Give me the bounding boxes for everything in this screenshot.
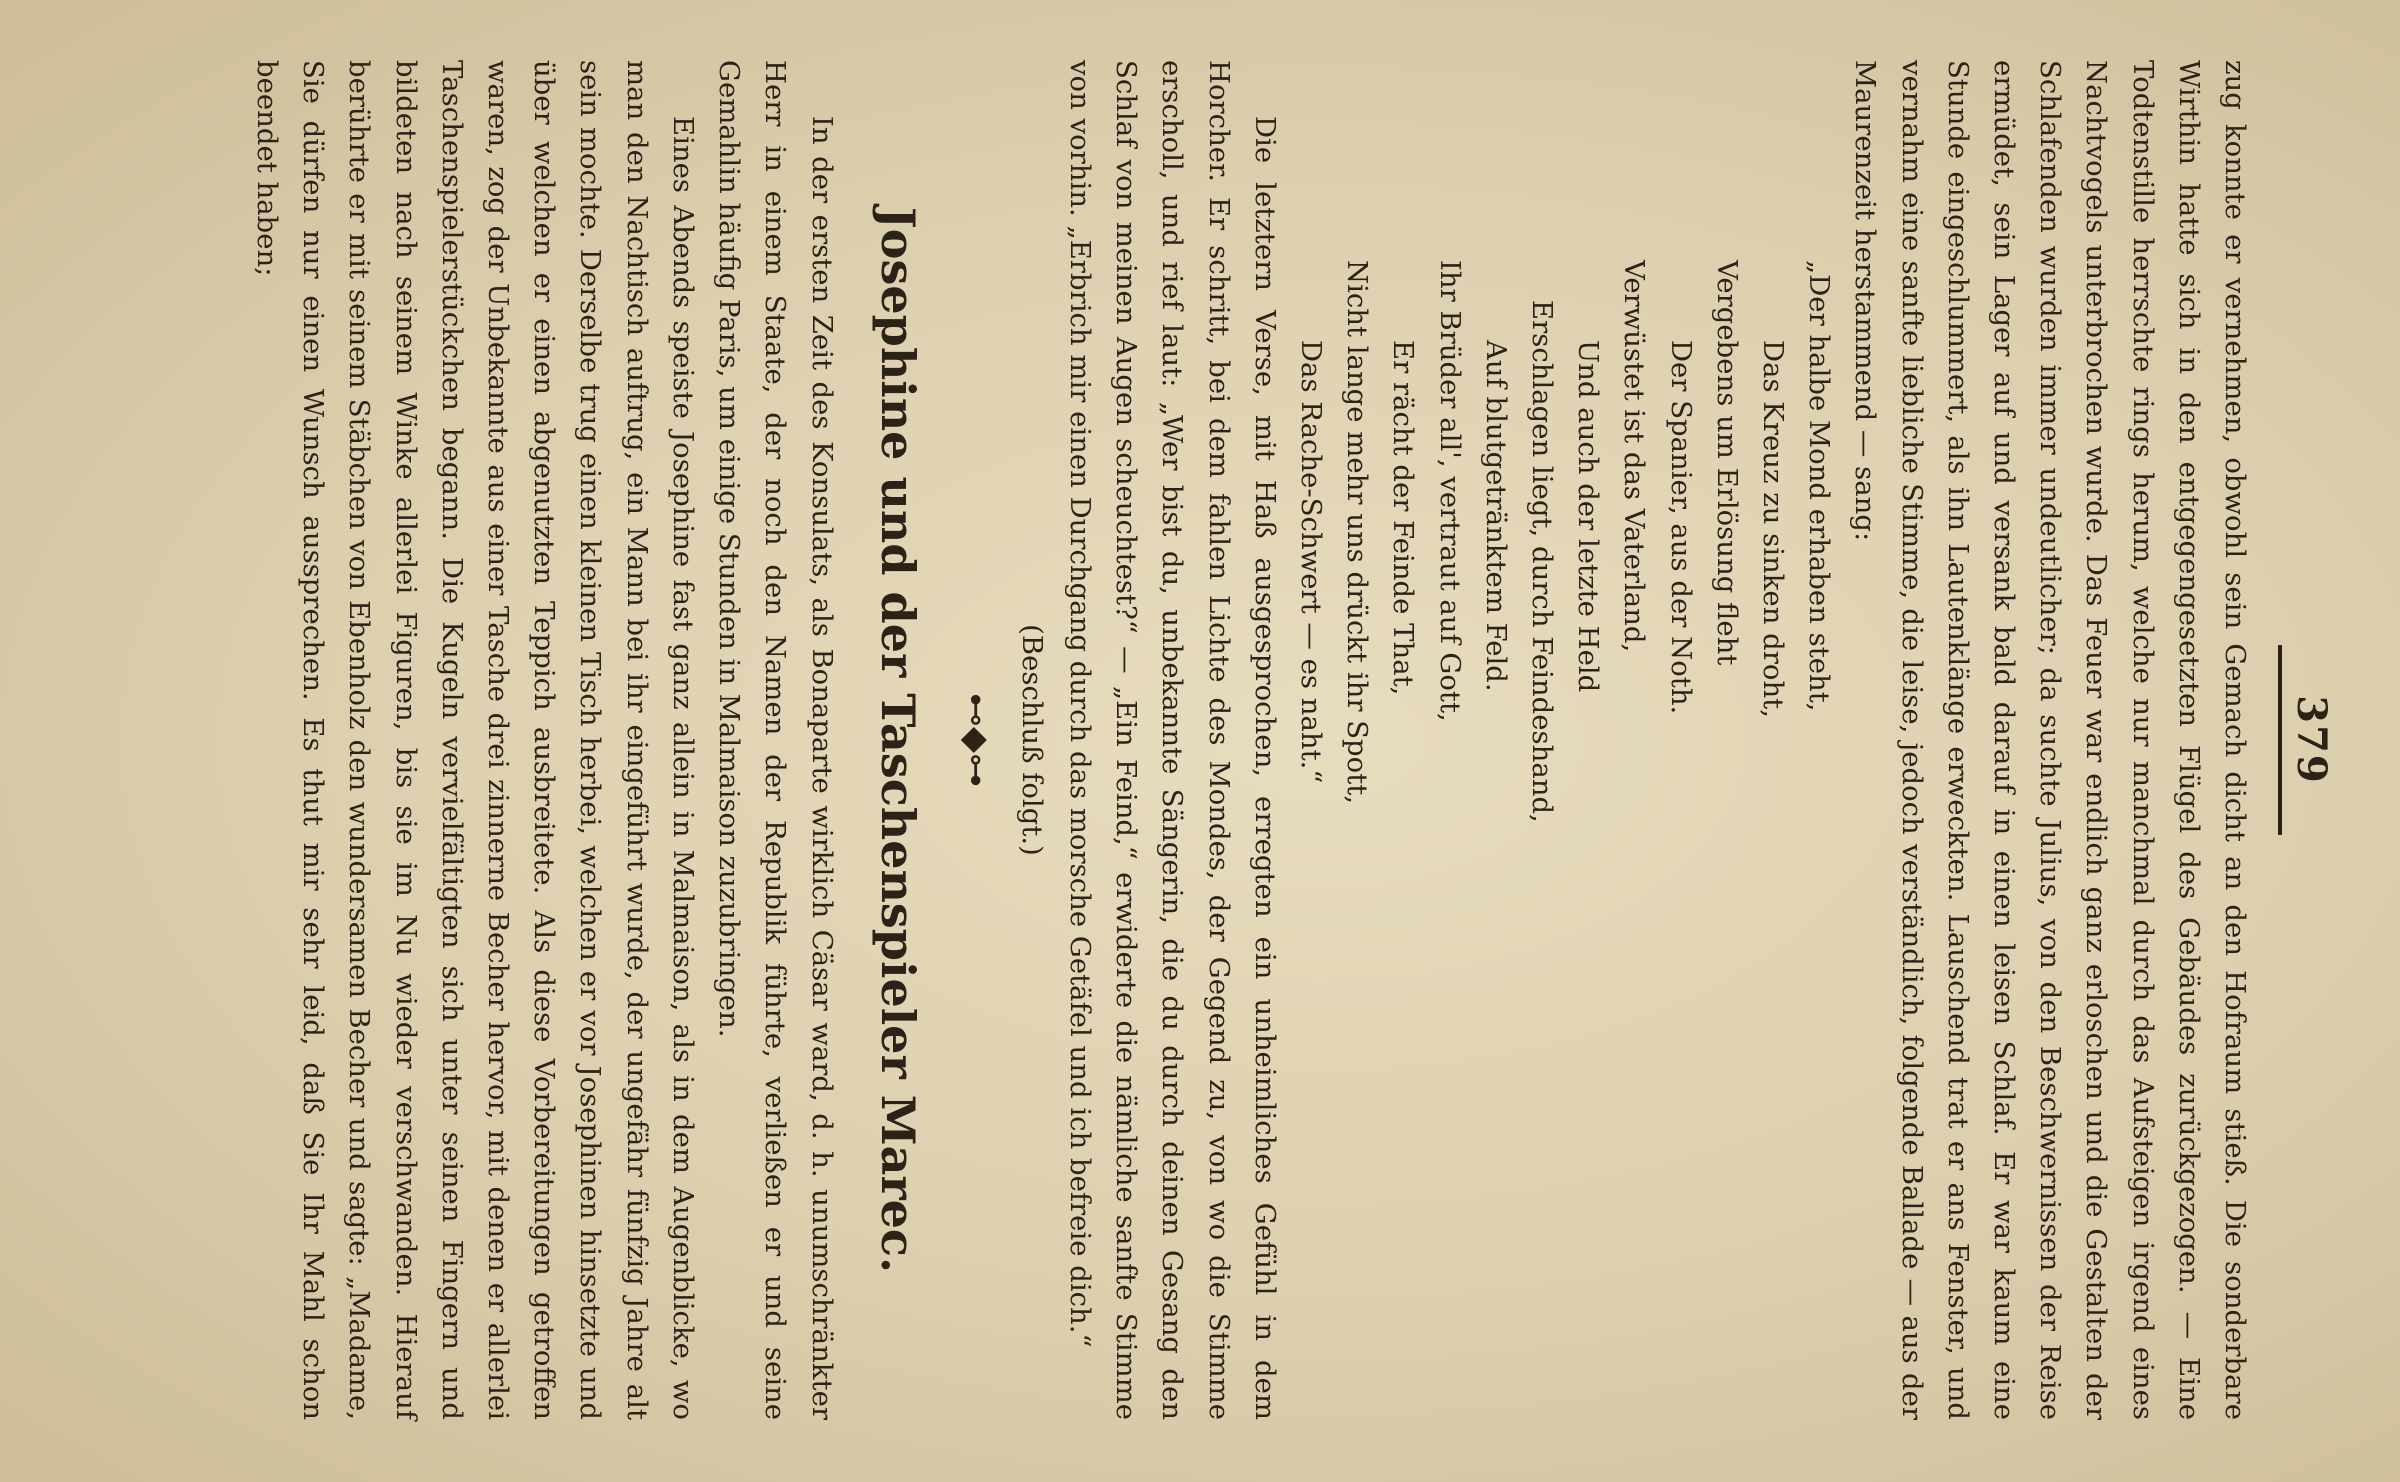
section-heading: Josephine und der Taschenspieler Marec.	[870, 207, 925, 1273]
ballad-line: Er rächt der Feinde That,	[1387, 340, 1420, 696]
ballad-line: Das Rache-Schwert — es naht.“	[1294, 340, 1327, 784]
continued-note: (Beschluß folgt.)	[1015, 624, 1048, 856]
ballad-line: „Der halbe Mond erhaben steht,	[1803, 260, 1836, 712]
ballad-line: Erschlagen liegt, durch Feindeshand,	[1525, 300, 1558, 823]
paragraph-consulate: In der ersten Zeit des Konsulats, als Bonaparte wirklich Cäsar ward, d. h. unumschränkter Herr in einem Staate, der noch den Namen der Republik führte, verließen er und seine Gemahlin häufig Paris, um einige Stunden in Malmaison zuzubringen.	[713, 60, 838, 1420]
page-number: 379	[2288, 695, 2335, 785]
ornament-divider: ⊷◆⊶	[955, 692, 996, 788]
ballad-line: Auf blutgetränktem Feld.	[1479, 340, 1512, 692]
paragraph-josephine: Eines Abends speiste Josephine fast ganz allein in Malmaison, als in dem Augenblicke, wo man den Nachtisch auftrug, ein Mann bei ihr eingeführt wurde, der ungefähr fünfzig Jahre alt sein mochte. Derselbe trug einen kleinen Tisch herbei, welchen er vor Josephinen hinsetzte und über welchen er einen abgenutzten Teppich ausbreitete. Als diese Vorbereitungen getroffen waren, zog der Unbekannte aus einer Tasche drei zinnerne Becher hervor, mit denen er allerlei Taschenspielerstückchen begann. Die Kugeln vervielfältigten sich unter seinen Fingern und bildeten nach seinem Winke allerlei Figuren, bis sie im Nu wieder verschwanden. Hierauf berührte er mit seinem Stäbchen von Ebenholz den wundersamen Becher und sagte: „Madame, Sie dürfen nur einen Wunsch aussprechen. Es thut mir sehr leid, daß Sie Ihr Mahl schon beendet haben;	[251, 60, 699, 1420]
ballad-line: Und auch der letzte Held	[1572, 340, 1605, 693]
ballad-line: Verwüstet ist das Vaterland,	[1618, 260, 1651, 653]
ballad	[1288, 60, 1842, 1420]
page-content	[50, 60, 2340, 1420]
paragraph-after-ballad: Die letztern Verse, mit Haß ausgesprochen, erregten ein unheimliches Gefühl in dem Horcher. Er schritt, bei dem fahlen Lichte des Mondes, der Gegend zu, von wo die Stimme erscholl, und rief laut: „Wer bist du, unbekannte Sängerin, die du durch deinen Gesang den Schlaf von meinen Augen scheuchtest?“ — „Ein Feind,“ erwiderte die nämliche sanfte Stimme von vorhin. „Erbrich mir einen Durchgang durch das morsche Getäfel und ich befreie dich.“	[1063, 60, 1281, 1420]
ballad-line: Der Spanier, aus der Noth.	[1664, 340, 1697, 715]
paragraph-intro: zug konnte er vernehmen, obwohl sein Gemach dicht an den Hofraum stieß. Die sonderbare Wirthin hatte sich in den entgegengesetzten Flügel des Gebäudes zurückgezogen. — Eine Todtenstille herrschte rings herum, welche nur manchmal durch das Aufsteigen irgend eines Nachtvogels unterbrochen wurde. Das Feuer war endlich ganz erloschen und die Gestalten der Schlafenden wurden immer undeutlicher; da suchte Julius, von den Beschwernissen der Reise ermüdet, sein Lager auf und versank bald darauf in einen leisen Schlaf. Er war kaum eine Stunde eingeschlummert, als ihn Lautenklänge erweckten. Lauschend trat er ans Fenster, und vernahm eine sanfte liebliche Stimme, die leise, jedoch verständlich, folgende Ballade — aus der Maurenzeit herstammend — sang:	[1849, 60, 2251, 1420]
ballad-line: Nicht lange mehr uns drückt ihr Spott,	[1341, 260, 1374, 805]
ballad-line: Vergebens um Erlösung fleht	[1710, 260, 1743, 666]
ballad-line: Das Kreuz zu sinken droht,	[1756, 340, 1789, 718]
ballad-line: Ihr Brüder all', vertraut auf Gott,	[1433, 260, 1466, 722]
